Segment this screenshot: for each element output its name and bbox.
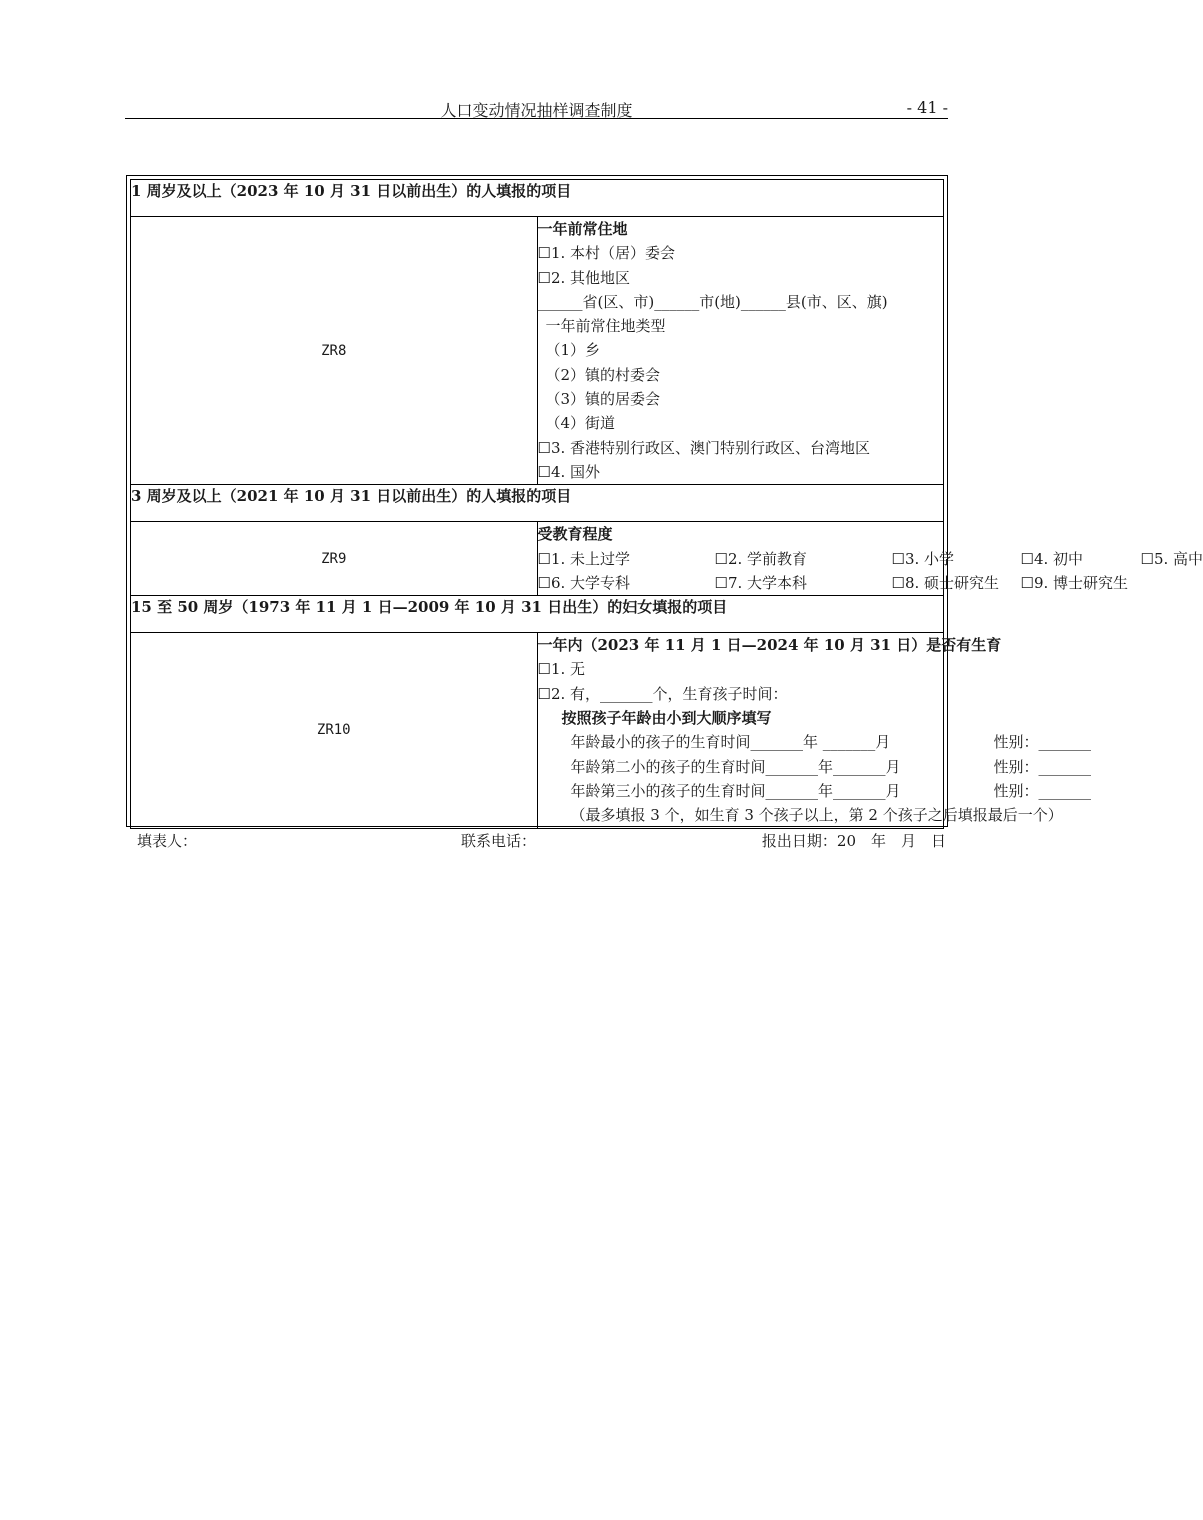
child-3-birth-time[interactable]: 年龄第三小的孩子的生育时间_______年_______月 bbox=[570, 781, 901, 800]
option-checkbox[interactable]: ☐9. 博士研究生 bbox=[1020, 573, 1129, 592]
question-title: 受教育程度 bbox=[537, 525, 613, 544]
address-fill-line[interactable]: ______省(区、市)______市(地)______县(市、区、旗) bbox=[537, 292, 888, 311]
section-1-header bbox=[131, 180, 944, 217]
option-checkbox[interactable]: ☐2. 学前教育 bbox=[714, 549, 808, 568]
question-code-zr10: ZR10 bbox=[131, 633, 538, 828]
report-date-label: 报出日期：20 年 月 日 bbox=[761, 832, 946, 850]
option-checkbox[interactable]: ☐5. 高中 bbox=[1140, 549, 1203, 568]
option-checkbox[interactable]: ☐4. 国外 bbox=[537, 462, 601, 481]
child-2-birth-time[interactable]: 年龄第二小的孩子的生育时间_______年_______月 bbox=[570, 757, 901, 776]
education-options-row-1 bbox=[537, 547, 1203, 571]
type-option[interactable]: （4）街道 bbox=[545, 414, 616, 433]
child-1-birth-time[interactable]: 年龄最小的孩子的生育时间_______年 _______月 bbox=[570, 733, 891, 752]
page-number: - 41 - bbox=[906, 98, 948, 117]
option-checkbox[interactable]: ☐3. 香港特别行政区、澳门特别行政区、台湾地区 bbox=[537, 438, 871, 457]
option-checkbox[interactable]: ☐4. 初中 bbox=[1020, 549, 1084, 568]
question-title: 一年前常住地 bbox=[537, 220, 628, 238]
child-1-sex[interactable]: 性别：_______ bbox=[993, 733, 1092, 752]
child-2-birth-line bbox=[538, 755, 1092, 779]
option-checkbox[interactable]: ☐2. 其他地区 bbox=[537, 268, 631, 287]
section-3-header bbox=[131, 596, 944, 633]
option-checkbox[interactable]: ☐8. 硕士研究生 bbox=[891, 573, 1000, 592]
child-1-birth-line bbox=[538, 730, 1092, 754]
option-checkbox[interactable]: ☐2. 有，_______个，生育孩子时间： bbox=[537, 684, 788, 703]
option-checkbox[interactable]: ☐1. 无 bbox=[537, 660, 586, 679]
filler-label: 填表人： bbox=[137, 832, 198, 850]
section-3-title: 15 至 50 周岁（1973 年 11 月 1 日—2009 年 10 月 31 日出生）的妇女填报的项目 bbox=[131, 596, 944, 633]
section-1-body bbox=[537, 217, 944, 485]
child-3-birth-line bbox=[538, 779, 1092, 803]
type-option[interactable]: （1）乡 bbox=[545, 341, 601, 360]
section-1-title: 1 周岁及以上（2023 年 10 月 31 日以前出生）的人填报的项目 bbox=[131, 180, 944, 217]
order-instruction: 按照孩子年龄由小到大顺序填写 bbox=[561, 709, 772, 728]
child-2-sex[interactable]: 性别：_______ bbox=[993, 757, 1092, 776]
max-report-note: （最多填报 3 个，如生育 3 个孩子以上，第 2 个孩子之后填报最后一个） bbox=[570, 806, 1063, 825]
form-footer bbox=[137, 830, 946, 850]
option-checkbox[interactable]: ☐7. 大学本科 bbox=[714, 573, 808, 592]
document-title: 人口变动情况抽样调查制度 bbox=[440, 101, 633, 120]
option-checkbox[interactable]: ☐1. 未上过学 bbox=[537, 549, 631, 568]
section-3-body bbox=[537, 633, 1092, 828]
section-1-row bbox=[131, 217, 944, 485]
phone-label: 联系电话： bbox=[461, 832, 537, 850]
question-code-zr9: ZR9 bbox=[131, 522, 538, 596]
education-options-row-2 bbox=[537, 571, 1129, 595]
section-3-row bbox=[131, 633, 944, 828]
child-3-sex[interactable]: 性别：_______ bbox=[993, 781, 1092, 800]
question-code-zr8: ZR8 bbox=[131, 217, 538, 485]
option-checkbox[interactable]: ☐6. 大学专科 bbox=[537, 573, 631, 592]
section-2-title: 3 周岁及以上（2021 年 10 月 31 日以前出生）的人填报的项目 bbox=[131, 485, 944, 522]
survey-form bbox=[126, 175, 1203, 827]
section-2-row bbox=[131, 522, 944, 596]
section-2-body bbox=[537, 522, 1203, 596]
type-option[interactable]: （2）镇的村委会 bbox=[545, 365, 661, 384]
option-checkbox[interactable]: ☐1. 本村（居）委会 bbox=[537, 244, 676, 263]
page-header bbox=[125, 98, 948, 119]
subquestion-label: 一年前常住地类型 bbox=[545, 317, 666, 336]
section-2-header bbox=[131, 485, 944, 522]
form-table bbox=[130, 179, 1203, 829]
question-title: 一年内（2023 年 11 月 1 日—2024 年 10 月 31 日）是否有生育 bbox=[537, 636, 1002, 655]
option-checkbox[interactable]: ☐3. 小学 bbox=[891, 549, 955, 568]
type-option[interactable]: （3）镇的居委会 bbox=[545, 390, 661, 409]
